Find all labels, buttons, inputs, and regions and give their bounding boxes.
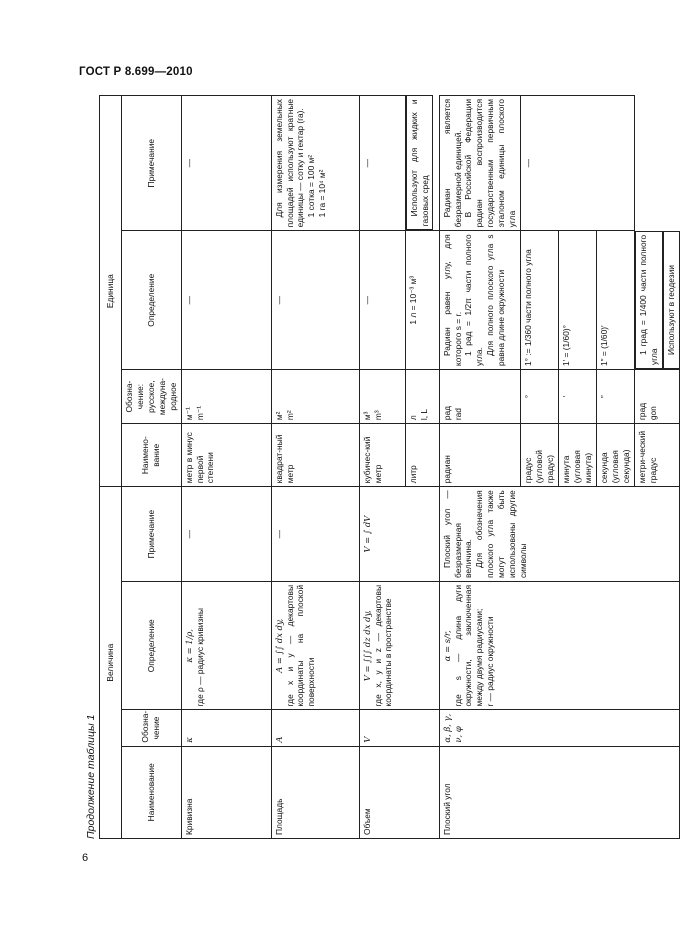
cell-u-symbol (271, 370, 359, 424)
cell-u-definition (439, 231, 520, 370)
col-header-u-name: Наимено-вание (122, 424, 182, 487)
symbol-int: m³ (372, 410, 383, 421)
cell-u-name: квадрат-ный метр (271, 424, 359, 487)
cell-q-definition (439, 582, 680, 711)
definition-text: где x и y — декартовы координаты на плоской поверхности (284, 585, 317, 707)
rotated-table-sheet (85, 95, 676, 839)
cell-u-symbol (439, 370, 520, 424)
cell-u-note: Используют в геодезии (663, 231, 680, 369)
page-number: 6 (82, 852, 89, 864)
cell-u-note (439, 96, 520, 231)
cell-q-symbol: A (271, 710, 359, 746)
definition-text: Радиан равен углу, для которого s = r. (441, 234, 463, 367)
group-header-quantity: Величина (100, 487, 122, 839)
group-header-unit: Единица (100, 96, 122, 487)
note-text: В Российской Федерации радиан воспроизводится государственным первичным эталоном единицы плоского угла (463, 99, 518, 228)
symbol-ru: град (637, 402, 648, 421)
note-text: 1 га = 10⁴ м² (317, 169, 328, 218)
document-header: ГОСТ Р 8.699—2010 (79, 66, 193, 78)
cell-q-name: Плоский угол (439, 746, 680, 838)
cell-u-definition: 1 л = 10⁻³ м³ (405, 231, 439, 370)
cell-u-definition: 1 град = 1/400 части полного угла (635, 231, 663, 369)
symbol-int: l, L (418, 408, 429, 421)
symbol-ru: м² (273, 411, 284, 421)
cell-u-name: литр (405, 424, 439, 487)
note-text: Для обозначения плоского угла также могут быть использованы другие символы (474, 490, 529, 578)
col-header-q-note: Примечание (122, 487, 182, 582)
symbol-ru: м⁻¹ (183, 407, 194, 421)
symbol-ru: л (407, 415, 418, 421)
cell-u-name: радиан (439, 424, 520, 487)
cell-u-symbol: ″ (597, 370, 635, 424)
cell-u-definition: — (359, 231, 405, 370)
col-header-u-definition: Определение (122, 231, 182, 370)
cell-q-definition (359, 582, 439, 711)
cell-q-note: — (181, 487, 271, 582)
cell-q-name: Площадь (271, 746, 359, 838)
cell-u-definition: 1′ = (1/60)° (559, 231, 597, 370)
symbol-ru: рад (441, 405, 452, 421)
symbol-int: m² (284, 410, 295, 421)
cell-u-name: кубичес-кий метр (359, 424, 405, 487)
note-text: Для измерения земельных площадей используют кратные единицы — сотку и гектар (га). (273, 99, 306, 228)
definition-text: где s — длина дуги окружности, заключенная между двумя радиусами; (452, 585, 485, 707)
table-row-area (271, 96, 359, 839)
cell-u-note: — (359, 96, 405, 231)
definition-text: где ρ — радиус кривизны (194, 608, 205, 707)
cell-u-symbol (405, 370, 439, 424)
cell-q-note: V = ∫ dV (359, 487, 439, 582)
formula: A = ∫∫ dx dy, (273, 618, 284, 673)
cell-u-note: Используют для жидких и газовых сред (406, 96, 434, 231)
col-header-u-note: Примечание (122, 96, 182, 231)
cell-u-symbol: ° (521, 370, 559, 424)
cell-u-name: метр в минус первой степени (181, 424, 271, 487)
formula: V = ∫∫∫ dz dx dy, (361, 610, 372, 682)
col-header-u-symbol: Обозна-чение: русское, междуна-родное (122, 370, 182, 424)
cell-u-definition: 1″ = (1/60)′ (597, 231, 635, 370)
formula: α = s/r, (441, 630, 452, 662)
symbol-int: m⁻¹ (194, 405, 205, 421)
definition-text: r — радиус окружности (485, 616, 496, 707)
cell-q-symbol: κ (181, 710, 271, 746)
cell-u-symbol (181, 370, 271, 424)
table-continuation-label: Продолжение таблицы 1 (85, 714, 97, 839)
cell-q-note: — (271, 487, 359, 582)
symbol-ru: м³ (361, 411, 372, 421)
cell-q-name: Объем (359, 746, 439, 838)
cell-u-symbol: ′ (559, 370, 597, 424)
table-row-curvature (181, 96, 271, 839)
cell-q-definition (271, 582, 359, 711)
formula: κ = 1/ρ, (183, 628, 194, 663)
cell-u-name: секунда (угловая секунда) (597, 424, 635, 487)
table-row-angle (439, 96, 520, 839)
symbol-int: gon (647, 406, 658, 421)
cell-u-definition: 1° := 1/360 части полного угла (521, 231, 559, 370)
note-text: Радиан является безразмерной единицей. (441, 99, 463, 228)
cell-q-symbol: α, β, γ, ν, φ (439, 710, 680, 746)
col-header-q-name: Наименование (122, 746, 182, 838)
symbol-int: rad (452, 408, 463, 421)
cell-u-symbol (635, 370, 680, 424)
cell-q-name: Кривизна (181, 746, 271, 838)
cell-u-note (271, 96, 359, 231)
cell-u-symbol (359, 370, 405, 424)
cell-u-note: — (181, 96, 271, 231)
cell-u-definition: — (181, 231, 271, 370)
cell-q-note (439, 487, 680, 582)
cell-u-name: метри-ческий градус (635, 424, 680, 487)
cell-u-name: градус (угловой градус) (521, 424, 559, 487)
col-header-q-symbol: Обозна-чение (122, 710, 182, 746)
col-header-q-definition: Определение (122, 582, 182, 711)
cell-q-definition (181, 582, 271, 711)
units-table (99, 95, 680, 839)
note-text: 1 сотка = 100 м² (306, 154, 317, 218)
cell-u-definition: — (271, 231, 359, 370)
definition-text: Для полного плоского угла s равна длине окружности (485, 234, 507, 367)
cell-q-symbol: V (359, 710, 439, 746)
table-row-volume (359, 96, 405, 839)
note-text: Плоский угол — безразмерная величина. (441, 490, 474, 578)
cell-u-note: — (521, 96, 635, 231)
cell-u-name: минута (угловая минута) (559, 424, 597, 487)
definition-text: где x, y и z — декартовы координаты в пространстве (372, 585, 394, 707)
definition-text: 1 рад = 1/2π части полного угла. (463, 234, 485, 367)
